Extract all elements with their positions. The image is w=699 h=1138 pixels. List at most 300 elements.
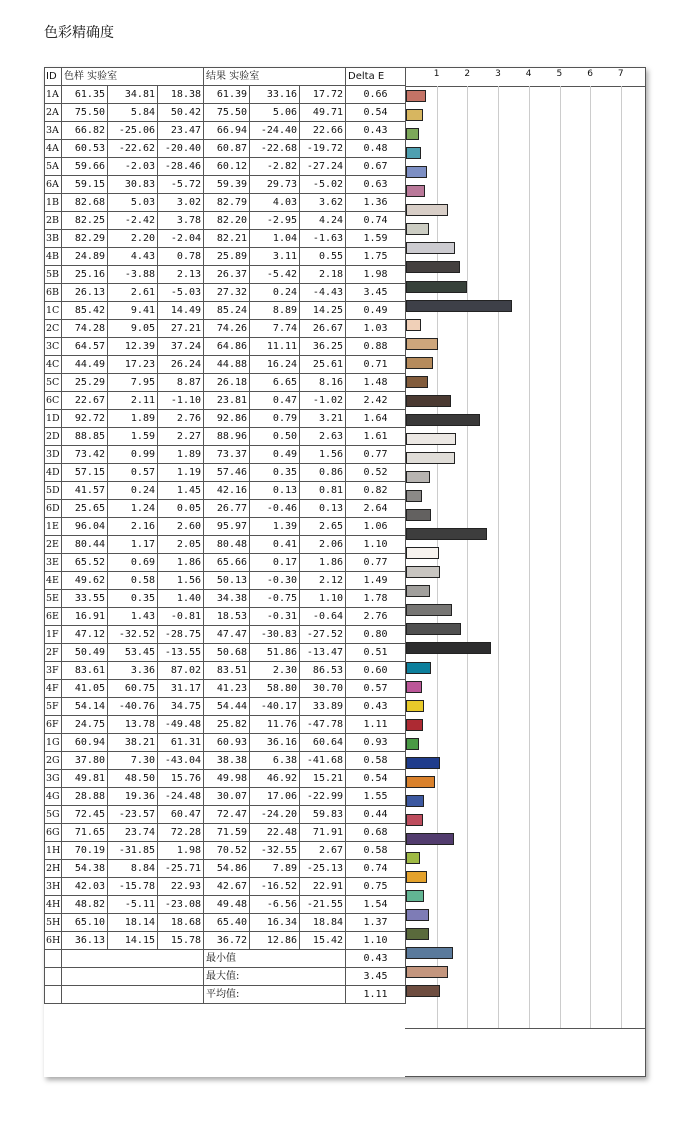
sample-lab-value: -32.52 [108,626,158,644]
sample-lab-value: -40.76 [108,698,158,716]
table-row [45,302,406,320]
sample-lab-value: -2.04 [158,230,204,248]
sample-lab-value: 27.21 [158,320,204,338]
sample-lab-value: 61.31 [158,734,204,752]
header-sample-lab: 色样 实验室 [62,68,204,86]
axis-tick-label: 3 [495,69,501,79]
result-lab-value: -13.47 [300,644,346,662]
delta-e-bar [406,947,453,959]
result-lab-value: -5.02 [300,176,346,194]
result-lab-value: 0.13 [300,500,346,518]
summary-row [45,986,406,1004]
sample-lab-value: 30.83 [108,176,158,194]
result-lab-value: -22.99 [300,788,346,806]
delta-e-bar [406,604,452,616]
delta-e-bar [406,147,421,159]
sample-lab-value: -23.08 [158,896,204,914]
delta-e-bar [406,623,461,635]
result-lab-value: 36.25 [300,338,346,356]
result-lab-value: 7.89 [250,860,300,878]
sample-lab-value: 64.57 [62,338,108,356]
sample-lab-value: 0.57 [108,464,158,482]
delta-e-value: 0.80 [346,626,406,644]
sample-lab-value: 19.36 [108,788,158,806]
sample-lab-value: 73.42 [62,446,108,464]
result-lab-value: 25.89 [204,248,250,266]
result-lab-value: 38.38 [204,752,250,770]
table-row [45,824,406,842]
result-lab-value: 88.96 [204,428,250,446]
sample-lab-value: 72.45 [62,806,108,824]
sample-lab-value: 18.14 [108,914,158,932]
result-lab-value: 18.84 [300,914,346,932]
row-id: 4H [45,896,62,914]
result-lab-value: 92.86 [204,410,250,428]
delta-e-bar [406,528,487,540]
table-row [45,716,406,734]
result-lab-value: 61.39 [204,86,250,104]
row-id: 2B [45,212,62,230]
axis-row [405,68,646,87]
sample-lab-value: 42.03 [62,878,108,896]
table-row [45,698,406,716]
result-lab-value: 0.55 [300,248,346,266]
axis-tick-label: 7 [617,69,624,79]
delta-e-bar [406,547,439,559]
table-row [45,374,406,392]
delta-e-value: 0.66 [346,86,406,104]
result-lab-value: 70.52 [204,842,250,860]
summary-empty [62,968,204,986]
sample-lab-value: 85.42 [62,302,108,320]
sample-lab-value: 80.44 [62,536,108,554]
sample-lab-value: 0.78 [158,248,204,266]
delta-e-value: 0.44 [346,806,406,824]
result-lab-value: 25.82 [204,716,250,734]
delta-e-value: 0.54 [346,104,406,122]
result-lab-value: 71.91 [300,824,346,842]
table-row [45,590,406,608]
delta-e-bar [406,90,426,102]
sample-lab-value: 0.35 [108,590,158,608]
result-lab-value: 65.40 [204,914,250,932]
sample-lab-value: 18.68 [158,914,204,932]
result-lab-value: 7.74 [250,320,300,338]
row-id: 2C [45,320,62,338]
row-id: 3D [45,446,62,464]
result-lab-value: -41.68 [300,752,346,770]
sample-lab-value: 53.45 [108,644,158,662]
result-lab-value: -47.78 [300,716,346,734]
result-lab-value: 26.77 [204,500,250,518]
sample-lab-value: 15.76 [158,770,204,788]
table-row [45,770,406,788]
result-lab-value: 60.93 [204,734,250,752]
table-row [45,248,406,266]
result-lab-value: 58.80 [250,680,300,698]
axis-tick-label: 4 [525,69,532,79]
sample-lab-value: 1.59 [108,428,158,446]
result-lab-value: 26.67 [300,320,346,338]
summary-value: 1.11 [346,986,406,1004]
result-lab-value: 2.18 [300,266,346,284]
sample-lab-value: -20.40 [158,140,204,158]
sample-lab-value: 72.28 [158,824,204,842]
sample-lab-value: 65.10 [62,914,108,932]
sample-lab-value: 14.49 [158,302,204,320]
row-id: 4A [45,140,62,158]
row-id: 1F [45,626,62,644]
result-lab-value: 22.66 [300,122,346,140]
sample-lab-value: 1.40 [158,590,204,608]
result-lab-value: 95.97 [204,518,250,536]
sample-lab-value: 1.43 [108,608,158,626]
sample-lab-value: 25.29 [62,374,108,392]
table-header-row [45,68,406,86]
delta-e-bar [406,776,435,788]
sample-lab-value: 88.85 [62,428,108,446]
delta-e-bar [406,338,438,350]
result-lab-value: 57.46 [204,464,250,482]
delta-e-bar-chart [405,67,646,1077]
sample-lab-value: 26.13 [62,284,108,302]
row-id: 5F [45,698,62,716]
sample-lab-value: 66.82 [62,122,108,140]
gridline [621,86,622,1028]
data-table [44,67,406,1004]
delta-e-value: 1.64 [346,410,406,428]
sample-lab-value: 1.98 [158,842,204,860]
row-id: 1D [45,410,62,428]
sample-lab-value: 41.05 [62,680,108,698]
result-lab-value: 11.76 [250,716,300,734]
result-lab-value: 49.71 [300,104,346,122]
result-lab-value: 0.81 [300,482,346,500]
summary-empty [45,986,62,1004]
delta-e-value: 0.60 [346,662,406,680]
delta-e-bar [406,300,512,312]
sample-lab-value: 0.05 [158,500,204,518]
result-lab-value: 0.47 [250,392,300,410]
sample-lab-value: 2.61 [108,284,158,302]
row-id: 2E [45,536,62,554]
row-id: 5C [45,374,62,392]
axis-tick-label: 5 [556,69,563,79]
result-lab-value: 54.86 [204,860,250,878]
result-lab-value: 11.11 [250,338,300,356]
result-lab-value: 54.44 [204,698,250,716]
result-lab-value: 36.72 [204,932,250,950]
table-row [45,626,406,644]
sample-lab-value: 1.24 [108,500,158,518]
table-row [45,122,406,140]
result-lab-value: -40.17 [250,698,300,716]
result-lab-value: 3.62 [300,194,346,212]
result-lab-value: 74.26 [204,320,250,338]
result-lab-value: 47.47 [204,626,250,644]
result-lab-value: -6.56 [250,896,300,914]
sample-lab-value: -0.81 [158,608,204,626]
result-lab-value: -25.13 [300,860,346,878]
table-row [45,356,406,374]
sample-lab-value: -3.88 [108,266,158,284]
delta-e-value: 0.77 [346,554,406,572]
sample-lab-value: 36.13 [62,932,108,950]
sample-lab-value: 92.72 [62,410,108,428]
delta-e-value: 0.67 [346,158,406,176]
delta-e-bar [406,490,422,502]
row-id: 2A [45,104,62,122]
result-lab-value: 73.37 [204,446,250,464]
row-id: 3F [45,662,62,680]
row-id: 3B [45,230,62,248]
row-id: 4G [45,788,62,806]
sample-lab-value: 12.39 [108,338,158,356]
result-lab-value: -4.43 [300,284,346,302]
sample-lab-value: 37.24 [158,338,204,356]
sample-lab-value: 83.61 [62,662,108,680]
summary-value: 0.43 [346,950,406,968]
table-row [45,914,406,932]
result-lab-value: 64.86 [204,338,250,356]
result-lab-value: 0.86 [300,464,346,482]
sample-lab-value: 1.86 [158,554,204,572]
row-id: 5D [45,482,62,500]
row-id: 6A [45,176,62,194]
sample-lab-value: -5.11 [108,896,158,914]
result-lab-value: 16.24 [250,356,300,374]
result-lab-value: 86.53 [300,662,346,680]
delta-e-value: 1.78 [346,590,406,608]
delta-e-bar [406,814,423,826]
sample-lab-value: 96.04 [62,518,108,536]
table-row [45,140,406,158]
result-lab-value: 6.38 [250,752,300,770]
delta-e-bar [406,185,425,197]
sample-lab-value: 3.02 [158,194,204,212]
result-lab-value: 15.42 [300,932,346,950]
result-lab-value: 72.47 [204,806,250,824]
result-lab-value: 50.13 [204,572,250,590]
table-row [45,86,406,104]
sample-lab-value: 28.88 [62,788,108,806]
delta-e-value: 1.10 [346,932,406,950]
summary-label: 平均值: [204,986,346,1004]
row-id: 1B [45,194,62,212]
result-lab-value: 2.30 [250,662,300,680]
result-lab-value: 4.03 [250,194,300,212]
delta-e-bar [406,871,427,883]
delta-e-bar [406,757,440,769]
sample-lab-value: 0.69 [108,554,158,572]
page-title: 色彩精确度 [44,25,114,41]
result-lab-value: 82.20 [204,212,250,230]
result-lab-value: 49.98 [204,770,250,788]
result-lab-value: 36.16 [250,734,300,752]
result-lab-value: 49.48 [204,896,250,914]
delta-e-value: 1.06 [346,518,406,536]
sample-lab-value: 1.89 [108,410,158,428]
sample-lab-value: 2.76 [158,410,204,428]
sample-lab-value: 31.17 [158,680,204,698]
table-row [45,680,406,698]
result-lab-value: 42.16 [204,482,250,500]
result-lab-value: -2.82 [250,158,300,176]
table-row [45,608,406,626]
sample-lab-value: 34.75 [158,698,204,716]
sample-lab-value: 25.65 [62,500,108,518]
sample-lab-value: 3.78 [158,212,204,230]
sample-lab-value: 57.15 [62,464,108,482]
result-lab-value: 25.61 [300,356,346,374]
table-row [45,518,406,536]
delta-e-value: 1.48 [346,374,406,392]
result-lab-value: -24.40 [250,122,300,140]
delta-e-value: 0.43 [346,698,406,716]
row-id: 1A [45,86,62,104]
delta-e-value: 0.74 [346,860,406,878]
delta-e-value: 0.54 [346,770,406,788]
result-lab-value: 16.34 [250,914,300,932]
result-lab-value: 0.50 [250,428,300,446]
gridline [529,86,530,1028]
sample-lab-value: 2.27 [158,428,204,446]
row-id: 6E [45,608,62,626]
row-id: 4C [45,356,62,374]
gridline [590,86,591,1028]
table-row [45,392,406,410]
summary-empty [45,968,62,986]
sample-lab-value: -25.06 [108,122,158,140]
sample-lab-value: 0.99 [108,446,158,464]
table-row [45,572,406,590]
sample-lab-value: 71.65 [62,824,108,842]
result-lab-value: -21.55 [300,896,346,914]
table-row [45,878,406,896]
delta-e-value: 0.57 [346,680,406,698]
row-id: 1G [45,734,62,752]
result-lab-value: 34.38 [204,590,250,608]
result-lab-value: 60.64 [300,734,346,752]
sample-lab-value: 60.94 [62,734,108,752]
table-row [45,536,406,554]
row-id: 3C [45,338,62,356]
result-lab-value: 30.70 [300,680,346,698]
sample-lab-value: 2.20 [108,230,158,248]
sample-lab-value: 49.62 [62,572,108,590]
delta-e-bar [406,509,431,521]
row-id: 5A [45,158,62,176]
delta-e-value: 1.49 [346,572,406,590]
table-row [45,230,406,248]
header-result-lab: 结果 实验室 [204,68,346,86]
delta-e-bar [406,700,424,712]
delta-e-value: 1.36 [346,194,406,212]
delta-e-bar [406,719,423,731]
table-row [45,806,406,824]
result-lab-value: 65.66 [204,554,250,572]
sample-lab-value: 25.16 [62,266,108,284]
sample-lab-value: 50.42 [158,104,204,122]
row-id: 3G [45,770,62,788]
sample-lab-value: -1.10 [158,392,204,410]
table-row [45,266,406,284]
delta-e-value: 1.61 [346,428,406,446]
delta-e-bar [406,852,420,864]
result-lab-value: 1.04 [250,230,300,248]
delta-e-value: 0.74 [346,212,406,230]
sample-lab-value: 0.58 [108,572,158,590]
summary-value: 3.45 [346,968,406,986]
sample-lab-value: 50.49 [62,644,108,662]
sample-lab-value: -49.48 [158,716,204,734]
sample-lab-value: 59.66 [62,158,108,176]
sample-lab-value: 0.24 [108,482,158,500]
sample-lab-value: -5.03 [158,284,204,302]
row-id: 5G [45,806,62,824]
row-id: 1E [45,518,62,536]
table-row [45,464,406,482]
sample-lab-value: 5.03 [108,194,158,212]
header-id: ID [45,68,62,86]
delta-e-value: 0.48 [346,140,406,158]
gridline [560,86,561,1028]
result-lab-value: 59.39 [204,176,250,194]
sample-lab-value: 33.55 [62,590,108,608]
table-row [45,860,406,878]
result-lab-value: -0.30 [250,572,300,590]
summary-row [45,950,406,968]
result-lab-value: 80.48 [204,536,250,554]
summary-empty [62,950,204,968]
delta-e-bar [406,204,448,216]
sample-lab-value: 9.41 [108,302,158,320]
result-lab-value: 29.73 [250,176,300,194]
result-lab-value: 8.89 [250,302,300,320]
result-lab-value: -32.55 [250,842,300,860]
result-lab-value: 0.24 [250,284,300,302]
delta-e-value: 2.76 [346,608,406,626]
table-row [45,644,406,662]
row-id: 4B [45,248,62,266]
axis-tick-label: 2 [464,69,471,79]
sample-lab-value: 24.75 [62,716,108,734]
sample-lab-value: 8.84 [108,860,158,878]
result-lab-value: 50.68 [204,644,250,662]
sample-lab-value: 8.87 [158,374,204,392]
row-id: 5B [45,266,62,284]
result-lab-value: 3.11 [250,248,300,266]
result-lab-value: 33.16 [250,86,300,104]
result-lab-value: 66.94 [204,122,250,140]
result-lab-value: -0.75 [250,590,300,608]
delta-e-value: 0.82 [346,482,406,500]
summary-row [45,968,406,986]
sample-lab-value: 1.89 [158,446,204,464]
row-id: 6G [45,824,62,842]
sample-lab-value: -28.46 [158,158,204,176]
delta-e-value: 1.03 [346,320,406,338]
result-lab-value: 3.21 [300,410,346,428]
sample-lab-value: -13.55 [158,644,204,662]
delta-e-bar [406,890,424,902]
result-lab-value: 26.37 [204,266,250,284]
delta-e-value: 0.88 [346,338,406,356]
sample-lab-value: -22.62 [108,140,158,158]
delta-e-value: 0.75 [346,878,406,896]
delta-e-value: 0.49 [346,302,406,320]
row-id: 3E [45,554,62,572]
